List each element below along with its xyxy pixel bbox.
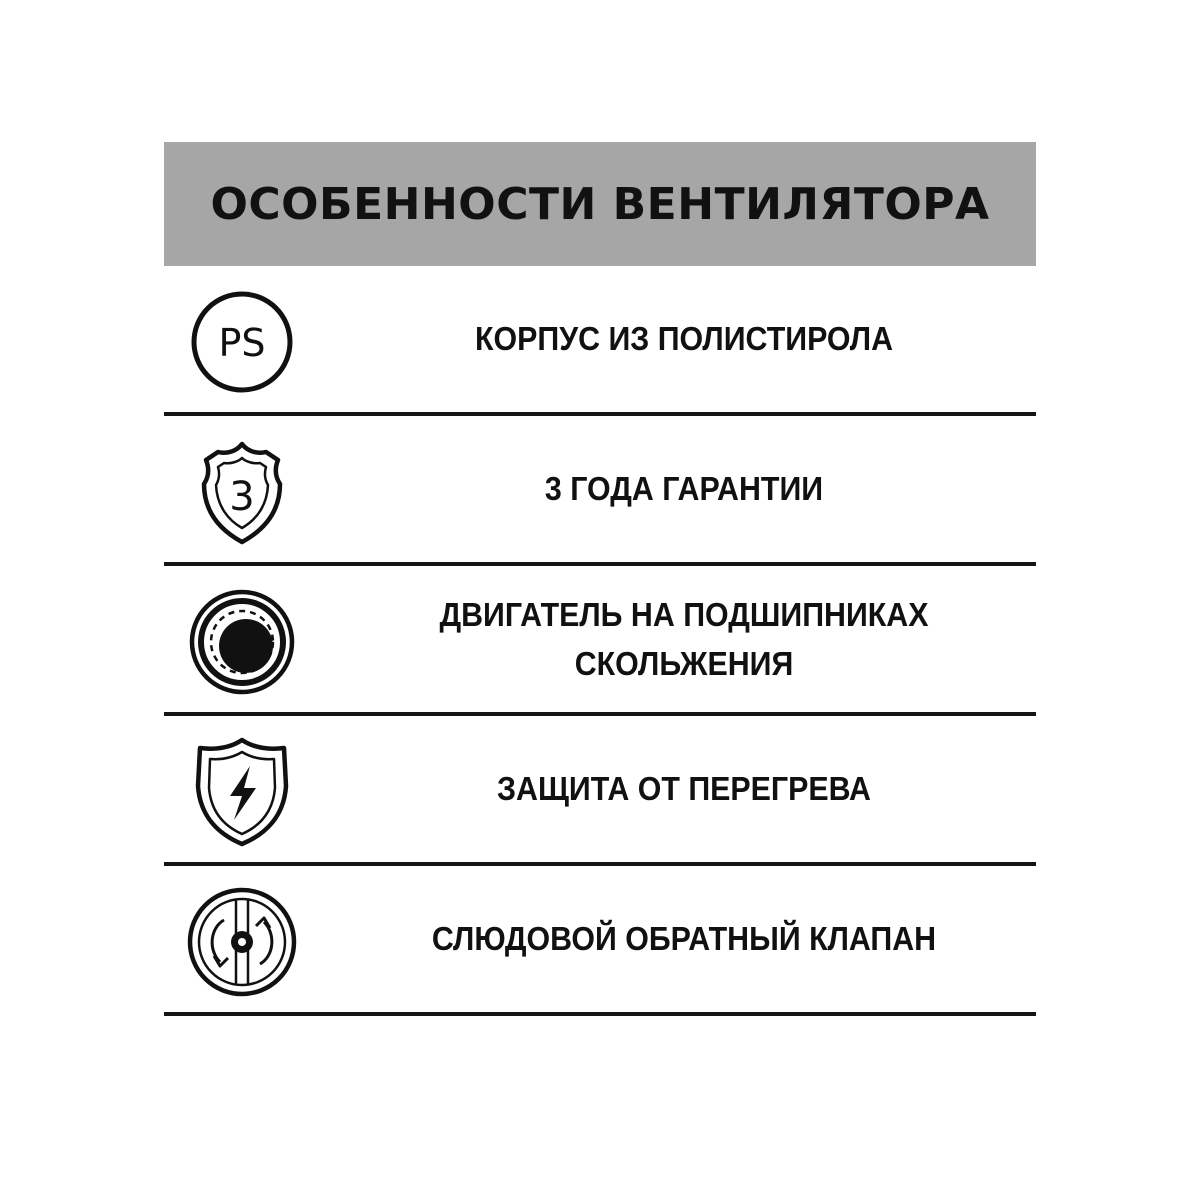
feature-label: ЗАЩИТА ОТ ПЕРЕГРЕВА (497, 770, 871, 808)
feature-label: 3 ГОДА ГАРАНТИИ (544, 470, 824, 508)
page-title: ОСОБЕННОСТИ ВЕНТИЛЯТОРА (210, 178, 990, 230)
bearing-icon (184, 584, 300, 700)
feature-row-polystyrene (164, 266, 1036, 416)
shield-number-icon (184, 434, 300, 550)
header-banner (164, 142, 1036, 266)
feature-label: КОРПУС ИЗ ПОЛИСТИРОЛА (474, 320, 894, 358)
ps-icon-text: PS (218, 321, 266, 365)
feature-label: СЛЮДОВОЙ ОБРАТНЫЙ КЛАПАН (431, 920, 937, 958)
shield-lightning-icon (184, 734, 300, 850)
check-valve-icon (184, 884, 300, 1000)
features-card (164, 142, 1036, 1016)
ps-circle-icon (184, 284, 300, 400)
shield-icon-text: 3 (229, 474, 255, 520)
feature-row-overheat (164, 716, 1036, 866)
feature-row-bearing (164, 566, 1036, 716)
feature-list (164, 266, 1036, 1016)
feature-label: ДВИГАТЕЛЬ НА ПОДШИПНИКАХ СКОЛЬЖЕНИЯ (439, 595, 929, 682)
feature-row-valve (164, 866, 1036, 1016)
feature-row-warranty (164, 416, 1036, 566)
